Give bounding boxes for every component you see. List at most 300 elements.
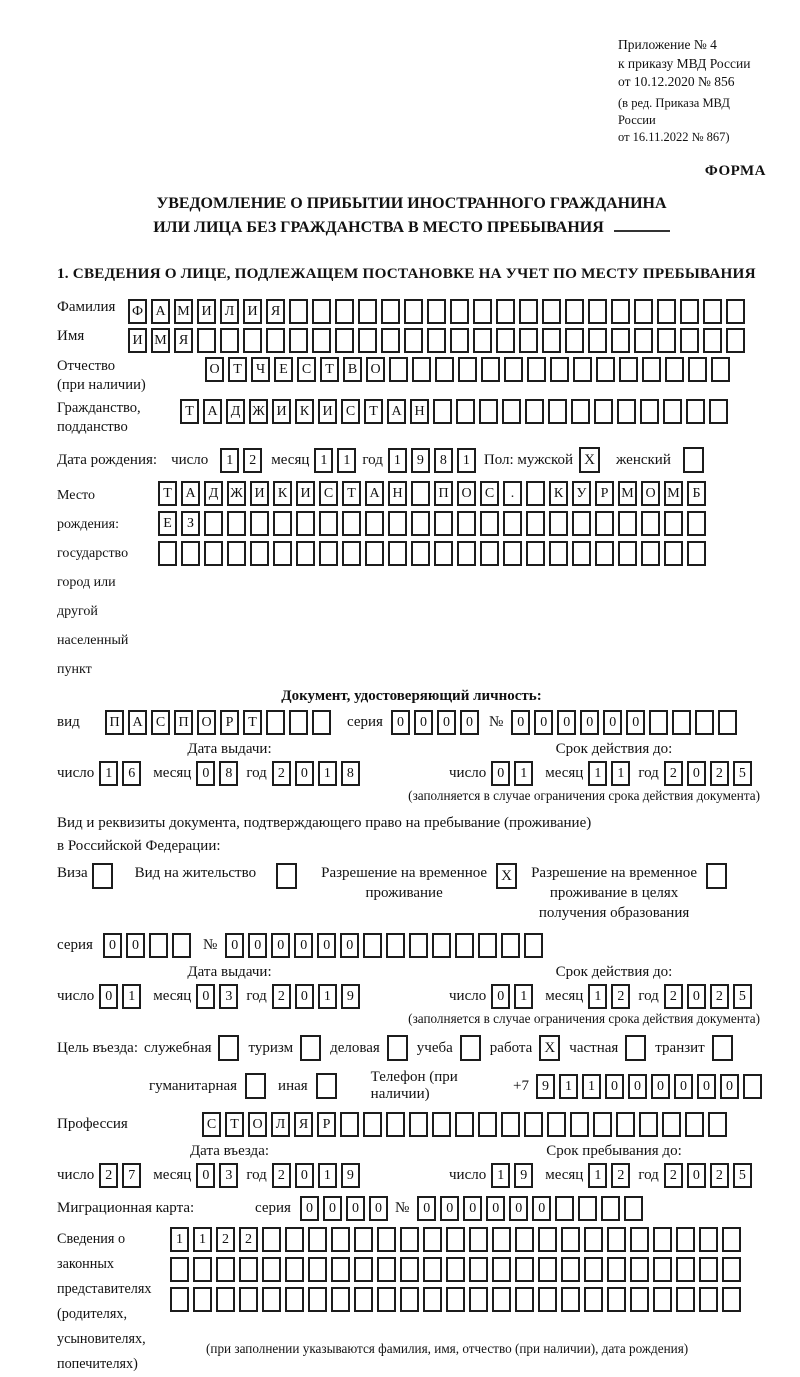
form-cell[interactable]: [595, 511, 614, 536]
form-cell[interactable]: [170, 1257, 189, 1282]
form-cell[interactable]: [204, 541, 223, 566]
form-cell[interactable]: А: [387, 399, 406, 424]
form-cell[interactable]: К: [295, 399, 314, 424]
form-cell[interactable]: [584, 1257, 603, 1282]
form-cell[interactable]: [641, 541, 660, 566]
form-cell[interactable]: Л: [220, 299, 239, 324]
form-cell[interactable]: [527, 357, 546, 382]
form-cell[interactable]: [388, 541, 407, 566]
form-cell[interactable]: [363, 933, 382, 958]
checkbox-male[interactable]: X: [579, 447, 600, 473]
form-cell[interactable]: [354, 1227, 373, 1252]
form-cell[interactable]: [262, 1287, 281, 1312]
form-cell[interactable]: [688, 357, 707, 382]
form-cell[interactable]: 1: [611, 761, 630, 786]
form-cell[interactable]: [434, 511, 453, 536]
form-cell[interactable]: [616, 1112, 635, 1137]
form-cell[interactable]: [549, 511, 568, 536]
form-cell[interactable]: [501, 933, 520, 958]
form-cell[interactable]: [427, 299, 446, 324]
form-cell[interactable]: Б: [687, 481, 706, 506]
form-cell[interactable]: 0: [225, 933, 244, 958]
form-cell[interactable]: 0: [626, 710, 645, 735]
form-cell[interactable]: [457, 511, 476, 536]
form-cell[interactable]: 1: [318, 1163, 337, 1188]
form-cell[interactable]: [492, 1227, 511, 1252]
form-cell[interactable]: И: [243, 299, 262, 324]
form-cell[interactable]: 0: [196, 761, 215, 786]
form-cell[interactable]: [446, 1257, 465, 1282]
form-cell[interactable]: [481, 357, 500, 382]
form-cell[interactable]: [680, 328, 699, 353]
form-cell[interactable]: 0: [103, 933, 122, 958]
form-cell[interactable]: 0: [346, 1196, 365, 1221]
form-cell[interactable]: 2: [664, 984, 683, 1009]
checkbox-temp-residence[interactable]: X: [496, 863, 517, 889]
form-cell[interactable]: М: [664, 481, 683, 506]
form-cell[interactable]: 1: [99, 761, 118, 786]
form-cell[interactable]: [619, 357, 638, 382]
form-cell[interactable]: И: [128, 328, 147, 353]
form-cell[interactable]: К: [273, 481, 292, 506]
form-cell[interactable]: [639, 1112, 658, 1137]
form-cell[interactable]: [607, 1257, 626, 1282]
form-cell[interactable]: 1: [220, 448, 239, 473]
form-cell[interactable]: [331, 1227, 350, 1252]
form-cell[interactable]: [607, 1287, 626, 1312]
form-cell[interactable]: [377, 1287, 396, 1312]
form-cell[interactable]: [340, 1112, 359, 1137]
form-cell[interactable]: М: [618, 481, 637, 506]
form-cell[interactable]: 1: [588, 984, 607, 1009]
form-cell[interactable]: [611, 328, 630, 353]
form-cell[interactable]: [571, 399, 590, 424]
form-cell[interactable]: [296, 511, 315, 536]
form-cell[interactable]: [285, 1287, 304, 1312]
form-cell[interactable]: [492, 1287, 511, 1312]
form-cell[interactable]: П: [434, 481, 453, 506]
form-cell[interactable]: [653, 1287, 672, 1312]
form-cell[interactable]: [250, 511, 269, 536]
form-cell[interactable]: [594, 399, 613, 424]
form-cell[interactable]: Ж: [227, 481, 246, 506]
checkbox-purpose-humanitarian[interactable]: [245, 1073, 266, 1099]
form-cell[interactable]: [501, 1112, 520, 1137]
form-cell[interactable]: [653, 1227, 672, 1252]
form-cell[interactable]: [473, 328, 492, 353]
form-cell[interactable]: 1: [588, 1163, 607, 1188]
form-cell[interactable]: [172, 933, 191, 958]
form-cell[interactable]: [365, 541, 384, 566]
form-cell[interactable]: [427, 328, 446, 353]
form-cell[interactable]: Н: [410, 399, 429, 424]
form-cell[interactable]: 0: [271, 933, 290, 958]
form-cell[interactable]: [386, 1112, 405, 1137]
form-cell[interactable]: [250, 541, 269, 566]
form-cell[interactable]: 1: [318, 761, 337, 786]
form-cell[interactable]: [664, 541, 683, 566]
form-cell[interactable]: 0: [687, 984, 706, 1009]
form-cell[interactable]: [515, 1287, 534, 1312]
form-cell[interactable]: [538, 1227, 557, 1252]
form-cell[interactable]: [709, 399, 728, 424]
form-cell[interactable]: [239, 1257, 258, 1282]
form-cell[interactable]: [411, 511, 430, 536]
form-cell[interactable]: Т: [158, 481, 177, 506]
form-cell[interactable]: 0: [414, 710, 433, 735]
form-cell[interactable]: [456, 399, 475, 424]
form-cell[interactable]: 0: [196, 984, 215, 1009]
form-cell[interactable]: [726, 299, 745, 324]
form-cell[interactable]: С: [341, 399, 360, 424]
form-cell[interactable]: Е: [274, 357, 293, 382]
form-cell[interactable]: 2: [272, 984, 291, 1009]
form-cell[interactable]: 0: [463, 1196, 482, 1221]
form-cell[interactable]: [363, 1112, 382, 1137]
form-cell[interactable]: [158, 541, 177, 566]
form-cell[interactable]: 7: [122, 1163, 141, 1188]
form-cell[interactable]: П: [174, 710, 193, 735]
checkbox-purpose-transit[interactable]: [712, 1035, 733, 1061]
form-cell[interactable]: [285, 1227, 304, 1252]
form-cell[interactable]: [699, 1257, 718, 1282]
form-cell[interactable]: [480, 511, 499, 536]
form-cell[interactable]: [227, 541, 246, 566]
form-cell[interactable]: А: [181, 481, 200, 506]
form-cell[interactable]: [409, 1112, 428, 1137]
form-cell[interactable]: 0: [509, 1196, 528, 1221]
form-cell[interactable]: Д: [226, 399, 245, 424]
form-cell[interactable]: [404, 328, 423, 353]
checkbox-temp-residence-education[interactable]: [706, 863, 727, 889]
form-cell[interactable]: [503, 511, 522, 536]
form-cell[interactable]: 0: [323, 1196, 342, 1221]
form-cell[interactable]: [289, 299, 308, 324]
form-cell[interactable]: [411, 481, 430, 506]
form-cell[interactable]: [243, 328, 262, 353]
form-cell[interactable]: [457, 541, 476, 566]
form-cell[interactable]: [308, 1257, 327, 1282]
form-cell[interactable]: 0: [603, 710, 622, 735]
form-cell[interactable]: [450, 299, 469, 324]
form-cell[interactable]: 9: [536, 1074, 555, 1099]
form-cell[interactable]: М: [151, 328, 170, 353]
form-cell[interactable]: [588, 299, 607, 324]
form-cell[interactable]: П: [105, 710, 124, 735]
form-cell[interactable]: [722, 1257, 741, 1282]
form-cell[interactable]: [653, 1257, 672, 1282]
form-cell[interactable]: Ж: [249, 399, 268, 424]
form-cell[interactable]: 0: [557, 710, 576, 735]
form-cell[interactable]: [365, 511, 384, 536]
form-cell[interactable]: [572, 541, 591, 566]
form-cell[interactable]: [331, 1287, 350, 1312]
form-cell[interactable]: Я: [174, 328, 193, 353]
form-cell[interactable]: [525, 399, 544, 424]
form-cell[interactable]: [611, 299, 630, 324]
form-cell[interactable]: [358, 328, 377, 353]
form-cell[interactable]: 0: [295, 984, 314, 1009]
form-cell[interactable]: 2: [239, 1227, 258, 1252]
form-cell[interactable]: [308, 1227, 327, 1252]
form-cell[interactable]: Т: [225, 1112, 244, 1137]
form-cell[interactable]: [687, 541, 706, 566]
form-cell[interactable]: 2: [611, 984, 630, 1009]
form-cell[interactable]: [411, 541, 430, 566]
form-cell[interactable]: 0: [532, 1196, 551, 1221]
form-cell[interactable]: 0: [697, 1074, 716, 1099]
checkbox-purpose-business[interactable]: [218, 1035, 239, 1061]
form-cell[interactable]: З: [181, 511, 200, 536]
form-cell[interactable]: И: [318, 399, 337, 424]
form-cell[interactable]: К: [549, 481, 568, 506]
form-cell[interactable]: [335, 328, 354, 353]
form-cell[interactable]: [550, 357, 569, 382]
form-cell[interactable]: [549, 541, 568, 566]
form-cell[interactable]: [216, 1287, 235, 1312]
form-cell[interactable]: [703, 299, 722, 324]
form-cell[interactable]: [526, 481, 545, 506]
form-cell[interactable]: С: [202, 1112, 221, 1137]
form-cell[interactable]: [680, 299, 699, 324]
form-cell[interactable]: И: [296, 481, 315, 506]
form-cell[interactable]: [400, 1287, 419, 1312]
form-cell[interactable]: О: [248, 1112, 267, 1137]
form-cell[interactable]: [504, 357, 523, 382]
form-cell[interactable]: 3: [219, 984, 238, 1009]
form-cell[interactable]: 1: [170, 1227, 189, 1252]
form-cell[interactable]: [193, 1287, 212, 1312]
form-cell[interactable]: Р: [595, 481, 614, 506]
form-cell[interactable]: [565, 328, 584, 353]
form-cell[interactable]: 0: [196, 1163, 215, 1188]
form-cell[interactable]: 2: [664, 761, 683, 786]
form-cell[interactable]: [354, 1257, 373, 1282]
form-cell[interactable]: [726, 328, 745, 353]
form-cell[interactable]: [181, 541, 200, 566]
form-cell[interactable]: [197, 328, 216, 353]
form-cell[interactable]: [642, 357, 661, 382]
form-cell[interactable]: [699, 1287, 718, 1312]
form-cell[interactable]: [526, 511, 545, 536]
form-cell[interactable]: [711, 357, 730, 382]
form-cell[interactable]: 0: [580, 710, 599, 735]
form-cell[interactable]: 1: [514, 984, 533, 1009]
form-cell[interactable]: Р: [220, 710, 239, 735]
form-cell[interactable]: [331, 1257, 350, 1282]
form-cell[interactable]: 9: [341, 1163, 360, 1188]
form-cell[interactable]: [630, 1257, 649, 1282]
form-cell[interactable]: [519, 299, 538, 324]
form-cell[interactable]: [435, 357, 454, 382]
form-cell[interactable]: 0: [491, 761, 510, 786]
form-cell[interactable]: 1: [337, 448, 356, 473]
form-cell[interactable]: 5: [733, 984, 752, 1009]
form-cell[interactable]: 2: [99, 1163, 118, 1188]
form-cell[interactable]: 1: [314, 448, 333, 473]
form-cell[interactable]: [469, 1257, 488, 1282]
form-cell[interactable]: 0: [674, 1074, 693, 1099]
form-cell[interactable]: [665, 357, 684, 382]
form-cell[interactable]: Ф: [128, 299, 147, 324]
form-cell[interactable]: 0: [99, 984, 118, 1009]
form-cell[interactable]: [676, 1227, 695, 1252]
form-cell[interactable]: 0: [511, 710, 530, 735]
form-cell[interactable]: [662, 1112, 681, 1137]
form-cell[interactable]: [386, 933, 405, 958]
form-cell[interactable]: 2: [216, 1227, 235, 1252]
form-cell[interactable]: 9: [341, 984, 360, 1009]
form-cell[interactable]: 0: [491, 984, 510, 1009]
form-cell[interactable]: 0: [295, 761, 314, 786]
form-cell[interactable]: [273, 511, 292, 536]
form-cell[interactable]: 0: [534, 710, 553, 735]
form-cell[interactable]: [570, 1112, 589, 1137]
form-cell[interactable]: [400, 1227, 419, 1252]
form-cell[interactable]: [561, 1257, 580, 1282]
form-cell[interactable]: [641, 511, 660, 536]
form-cell[interactable]: 0: [295, 1163, 314, 1188]
form-cell[interactable]: 2: [710, 984, 729, 1009]
form-cell[interactable]: 1: [582, 1074, 601, 1099]
form-cell[interactable]: С: [297, 357, 316, 382]
form-cell[interactable]: С: [151, 710, 170, 735]
form-cell[interactable]: Т: [320, 357, 339, 382]
form-cell[interactable]: 1: [514, 761, 533, 786]
form-cell[interactable]: О: [197, 710, 216, 735]
form-cell[interactable]: 2: [272, 761, 291, 786]
form-cell[interactable]: [618, 541, 637, 566]
form-cell[interactable]: Я: [294, 1112, 313, 1137]
form-cell[interactable]: 2: [611, 1163, 630, 1188]
form-cell[interactable]: А: [203, 399, 222, 424]
form-cell[interactable]: 2: [710, 761, 729, 786]
form-cell[interactable]: [492, 1257, 511, 1282]
form-cell[interactable]: 0: [440, 1196, 459, 1221]
form-cell[interactable]: [630, 1227, 649, 1252]
form-cell[interactable]: [227, 511, 246, 536]
form-cell[interactable]: [555, 1196, 574, 1221]
form-cell[interactable]: [389, 357, 408, 382]
form-cell[interactable]: [220, 328, 239, 353]
form-cell[interactable]: [722, 1287, 741, 1312]
form-cell[interactable]: 8: [219, 761, 238, 786]
form-cell[interactable]: А: [128, 710, 147, 735]
form-cell[interactable]: [593, 1112, 612, 1137]
form-cell[interactable]: И: [250, 481, 269, 506]
form-cell[interactable]: [524, 933, 543, 958]
form-cell[interactable]: [342, 511, 361, 536]
checkbox-purpose-work[interactable]: X: [539, 1035, 560, 1061]
form-cell[interactable]: Л: [271, 1112, 290, 1137]
form-cell[interactable]: [266, 328, 285, 353]
form-cell[interactable]: [502, 399, 521, 424]
form-cell[interactable]: [657, 299, 676, 324]
form-cell[interactable]: [524, 1112, 543, 1137]
form-cell[interactable]: [573, 357, 592, 382]
form-cell[interactable]: [273, 541, 292, 566]
form-cell[interactable]: [515, 1257, 534, 1282]
form-cell[interactable]: [204, 511, 223, 536]
form-cell[interactable]: [596, 357, 615, 382]
form-cell[interactable]: [572, 511, 591, 536]
form-cell[interactable]: Н: [388, 481, 407, 506]
form-cell[interactable]: [479, 399, 498, 424]
form-cell[interactable]: 8: [341, 761, 360, 786]
form-cell[interactable]: 0: [340, 933, 359, 958]
form-cell[interactable]: 0: [628, 1074, 647, 1099]
form-cell[interactable]: [617, 399, 636, 424]
form-cell[interactable]: 1: [388, 448, 407, 473]
form-cell[interactable]: [433, 399, 452, 424]
form-cell[interactable]: [595, 541, 614, 566]
form-cell[interactable]: О: [205, 357, 224, 382]
form-cell[interactable]: [718, 710, 737, 735]
form-cell[interactable]: 5: [733, 761, 752, 786]
form-cell[interactable]: 0: [369, 1196, 388, 1221]
form-cell[interactable]: 3: [219, 1163, 238, 1188]
form-cell[interactable]: [538, 1287, 557, 1312]
form-cell[interactable]: 0: [486, 1196, 505, 1221]
form-cell[interactable]: [377, 1257, 396, 1282]
form-cell[interactable]: 0: [417, 1196, 436, 1221]
form-cell[interactable]: 2: [664, 1163, 683, 1188]
form-cell[interactable]: 1: [318, 984, 337, 1009]
form-cell[interactable]: [446, 1227, 465, 1252]
form-cell[interactable]: [335, 299, 354, 324]
form-cell[interactable]: [193, 1257, 212, 1282]
form-cell[interactable]: 0: [605, 1074, 624, 1099]
form-cell[interactable]: Т: [228, 357, 247, 382]
form-cell[interactable]: О: [366, 357, 385, 382]
form-cell[interactable]: 0: [720, 1074, 739, 1099]
form-cell[interactable]: [469, 1287, 488, 1312]
form-cell[interactable]: Т: [364, 399, 383, 424]
form-cell[interactable]: [526, 541, 545, 566]
form-cell[interactable]: 9: [514, 1163, 533, 1188]
form-cell[interactable]: [743, 1074, 762, 1099]
form-cell[interactable]: [496, 328, 515, 353]
form-cell[interactable]: [312, 710, 331, 735]
form-cell[interactable]: [538, 1257, 557, 1282]
form-cell[interactable]: [404, 299, 423, 324]
form-cell[interactable]: [342, 541, 361, 566]
form-cell[interactable]: [649, 710, 668, 735]
form-cell[interactable]: [423, 1257, 442, 1282]
form-cell[interactable]: [289, 328, 308, 353]
form-cell[interactable]: [478, 1112, 497, 1137]
form-cell[interactable]: [434, 541, 453, 566]
form-cell[interactable]: [432, 1112, 451, 1137]
form-cell[interactable]: О: [457, 481, 476, 506]
form-cell[interactable]: [469, 1227, 488, 1252]
checkbox-purpose-commercial[interactable]: [387, 1035, 408, 1061]
checkbox-residence-permit[interactable]: [276, 863, 297, 889]
form-cell[interactable]: С: [319, 481, 338, 506]
form-cell[interactable]: 0: [126, 933, 145, 958]
form-cell[interactable]: [400, 1257, 419, 1282]
form-cell[interactable]: 2: [272, 1163, 291, 1188]
form-cell[interactable]: [584, 1287, 603, 1312]
form-cell[interactable]: [262, 1257, 281, 1282]
form-cell[interactable]: [561, 1287, 580, 1312]
checkbox-purpose-private[interactable]: [625, 1035, 646, 1061]
form-cell[interactable]: [381, 328, 400, 353]
form-cell[interactable]: [149, 933, 168, 958]
form-cell[interactable]: [423, 1287, 442, 1312]
form-cell[interactable]: [285, 1257, 304, 1282]
form-cell[interactable]: [584, 1227, 603, 1252]
